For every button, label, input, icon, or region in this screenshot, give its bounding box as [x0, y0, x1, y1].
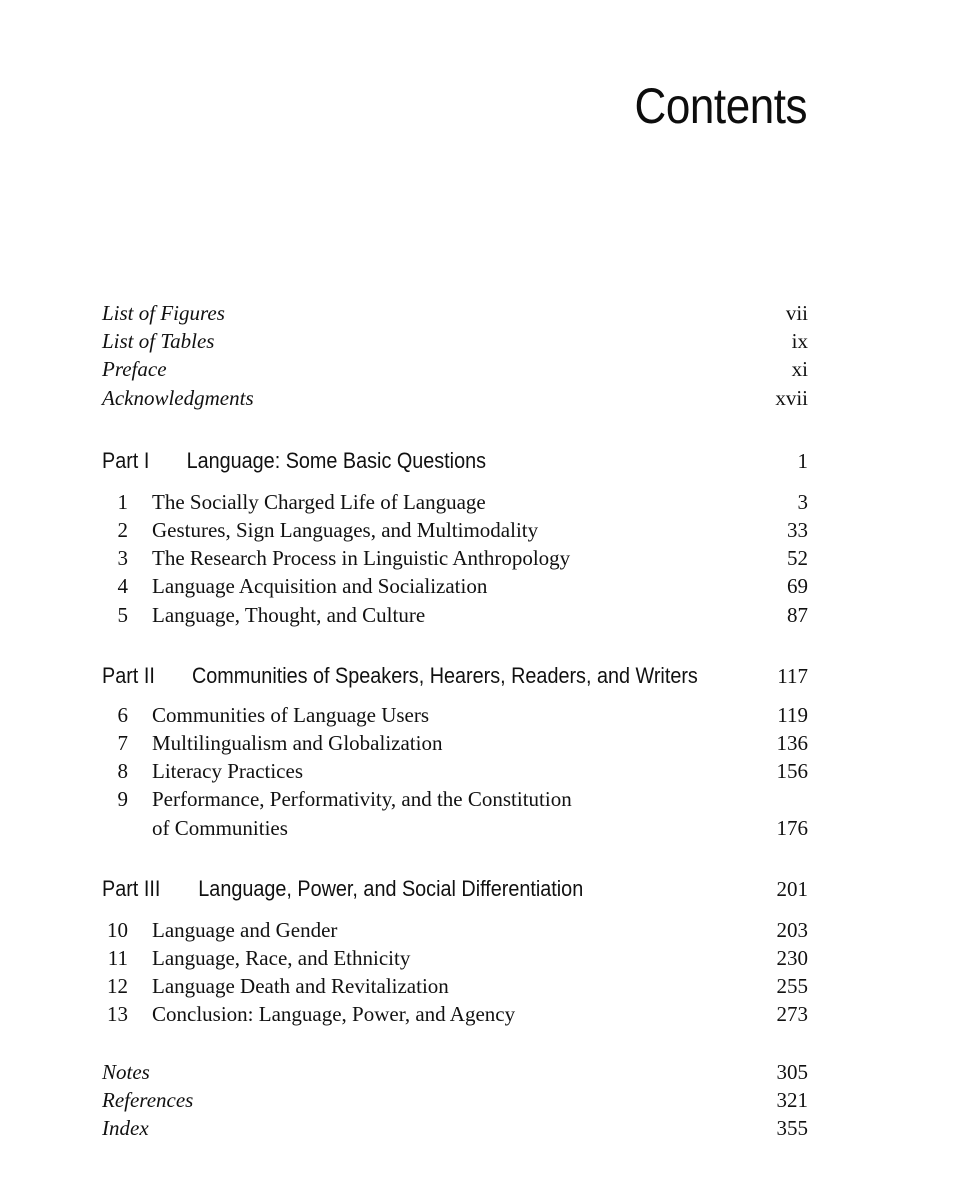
- chapter-title-line-2: of Communities: [152, 815, 288, 840]
- chapter-page: 69: [787, 574, 808, 599]
- chapter-entry[interactable]: [102, 572, 808, 600]
- chapter-entry[interactable]: [102, 601, 808, 629]
- toc-entry-notes[interactable]: [102, 1058, 808, 1086]
- part-heading-3[interactable]: [102, 874, 808, 904]
- chapter-title: Gestures, Sign Languages, and Multimodality: [152, 518, 539, 543]
- toc-entry-references[interactable]: [102, 1086, 808, 1114]
- chapter-number: 11: [107, 946, 128, 971]
- toc-entry-list-of-figures[interactable]: [102, 299, 808, 327]
- chapter-page: 52: [787, 546, 808, 571]
- toc-entry-list-of-tables[interactable]: [102, 327, 808, 355]
- chapter-title: Communities of Language Users: [152, 702, 430, 727]
- chapter-entry[interactable]: [102, 488, 808, 516]
- chapter-page: 87: [787, 602, 808, 627]
- toc-entry-page: ix: [791, 329, 808, 354]
- chapter-number: 13: [107, 1002, 128, 1027]
- table-of-contents: [102, 299, 808, 1142]
- chapter-list-part-3: [102, 916, 808, 1029]
- part-number: Part I: [102, 447, 150, 473]
- toc-entry-title: Notes: [102, 1059, 150, 1084]
- chapter-title: Language, Race, and Ethnicity: [152, 946, 411, 971]
- chapter-number: 5: [117, 602, 128, 627]
- chapter-number: 3: [117, 546, 128, 571]
- chapter-number: 2: [117, 518, 128, 543]
- chapter-entry[interactable]: [102, 972, 808, 1000]
- toc-entry-acknowledgments[interactable]: [102, 384, 808, 412]
- chapter-title-line-1: Performance, Performativity, and the Constitution: [152, 787, 572, 812]
- chapter-title: The Research Process in Linguistic Anthropology: [152, 546, 571, 571]
- chapter-title: Multilingualism and Globalization: [152, 731, 443, 756]
- part-heading-2[interactable]: [102, 661, 808, 691]
- chapter-number: 9: [117, 787, 128, 812]
- front-matter-list: [102, 299, 808, 412]
- chapter-entry[interactable]: [102, 729, 808, 757]
- chapter-page: 156: [776, 759, 808, 784]
- chapter-title: Literacy Practices: [152, 759, 303, 784]
- part-number: Part III: [102, 875, 161, 901]
- chapter-number: 4: [117, 574, 128, 599]
- part-title: Language, Power, and Social Differentiation: [198, 875, 584, 901]
- chapter-entry[interactable]: [102, 544, 808, 572]
- chapter-number: 8: [117, 759, 128, 784]
- chapter-entry[interactable]: [102, 701, 808, 729]
- chapter-entry[interactable]: [102, 516, 808, 544]
- part-page: 1: [797, 448, 808, 473]
- toc-entry-title: Acknowledgments: [102, 385, 254, 410]
- chapter-page: 230: [776, 946, 808, 971]
- chapter-list-part-1: [102, 488, 808, 629]
- toc-entry-title: Index: [102, 1116, 149, 1141]
- toc-entry-page: xvii: [775, 385, 808, 410]
- toc-entry-title: References: [102, 1087, 194, 1112]
- chapter-title: Language Acquisition and Socialization: [152, 574, 488, 599]
- toc-entry-page: 355: [776, 1116, 808, 1141]
- toc-entry-title: List of Figures: [102, 301, 225, 325]
- chapter-page: 203: [776, 917, 808, 942]
- chapter-entry[interactable]: [102, 916, 808, 944]
- chapter-entry[interactable]: [102, 757, 808, 785]
- part-heading-1[interactable]: [102, 446, 808, 476]
- toc-entry-page: 321: [776, 1087, 808, 1112]
- chapter-number: 7: [117, 731, 128, 756]
- toc-entry-title: Preface: [102, 357, 167, 382]
- part-number: Part II: [102, 662, 155, 688]
- chapter-number: 12: [107, 974, 128, 999]
- toc-entry-page: 305: [776, 1059, 808, 1084]
- chapter-list-part-2: [102, 701, 808, 842]
- chapter-title: Language, Thought, and Culture: [152, 602, 426, 627]
- chapter-title: Language Death and Revitalization: [152, 974, 449, 999]
- toc-entry-preface[interactable]: [102, 355, 808, 383]
- part-page: 201: [776, 876, 808, 901]
- page-title: Contents: [634, 78, 807, 134]
- chapter-page: 33: [787, 518, 808, 543]
- chapter-title: The Socially Charged Life of Language: [152, 489, 486, 514]
- chapter-entry[interactable]: [102, 944, 808, 972]
- part-title: Language: Some Basic Questions: [186, 447, 486, 473]
- chapter-title: Conclusion: Language, Power, and Agency: [152, 1002, 516, 1027]
- part-title: Communities of Speakers, Hearers, Readers, and Writers: [192, 662, 698, 688]
- chapter-page: 176: [776, 815, 808, 840]
- chapter-number: 1: [117, 489, 128, 514]
- part-page: 117: [777, 663, 808, 688]
- chapter-page: 255: [776, 974, 808, 999]
- chapter-title: Language and Gender: [152, 917, 338, 942]
- toc-entry-title: List of Tables: [102, 329, 215, 354]
- toc-entry-page: xi: [791, 357, 808, 382]
- chapter-entry[interactable]: [102, 1000, 808, 1028]
- chapter-entry[interactable]: [102, 785, 808, 841]
- chapter-page: 273: [776, 1002, 808, 1027]
- chapter-number: 10: [107, 917, 128, 942]
- chapter-page: 3: [797, 489, 808, 514]
- toc-entry-page: vii: [785, 301, 808, 325]
- back-matter-list: [102, 1058, 808, 1143]
- chapter-page: 119: [777, 702, 808, 727]
- toc-entry-index[interactable]: [102, 1114, 808, 1142]
- chapter-page: 136: [776, 731, 808, 756]
- chapter-number: 6: [117, 702, 128, 727]
